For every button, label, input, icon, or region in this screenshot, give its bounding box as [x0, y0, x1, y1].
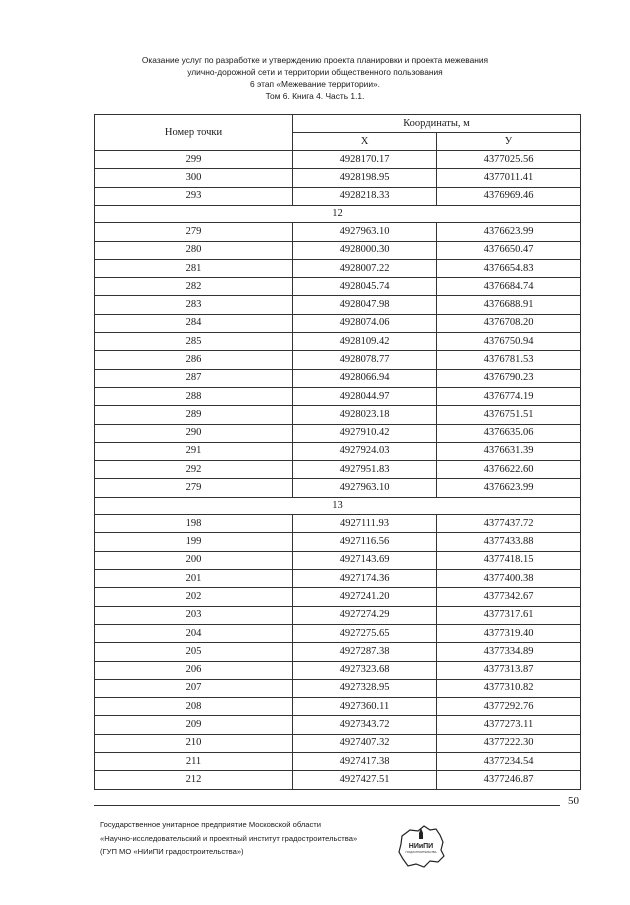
- x-coordinate-cell: 4928045.74: [293, 278, 437, 296]
- y-coordinate-cell: 4377273.11: [437, 716, 581, 734]
- table-row: [95, 515, 581, 533]
- x-coordinate-cell: 4927417.38: [293, 752, 437, 770]
- x-coordinate-cell: 4927174.36: [293, 570, 437, 588]
- y-coordinate-cell: 4377437.72: [437, 515, 581, 533]
- y-coordinate-cell: 4376650.47: [437, 241, 581, 259]
- table-row: [95, 187, 581, 205]
- y-coordinate-cell: 4377400.38: [437, 570, 581, 588]
- point-number-cell: 290: [95, 424, 293, 442]
- table-row: [95, 661, 581, 679]
- table-row: [95, 259, 581, 277]
- table-row: [95, 369, 581, 387]
- point-number-cell: 207: [95, 679, 293, 697]
- x-coordinate-cell: 4927407.32: [293, 734, 437, 752]
- y-coordinate-cell: 4377334.89: [437, 643, 581, 661]
- y-coordinate-cell: 4376781.53: [437, 351, 581, 369]
- y-coordinate-cell: 4377317.61: [437, 606, 581, 624]
- section-row: [95, 205, 581, 222]
- table-row: [95, 734, 581, 752]
- header-line-2: улично-дорожной сети и территории общественного пользования: [187, 67, 443, 77]
- x-coordinate-cell: 4928078.77: [293, 351, 437, 369]
- table-row: [95, 698, 581, 716]
- x-coordinate-cell: 4928000.30: [293, 241, 437, 259]
- point-number-cell: 201: [95, 570, 293, 588]
- footer-line-3: (ГУП МО «НИиПИ градостроительства»): [100, 847, 244, 856]
- x-coordinate-cell: 4927343.72: [293, 716, 437, 734]
- table-row: [95, 387, 581, 405]
- point-number-cell: 279: [95, 223, 293, 241]
- point-number-cell: 291: [95, 442, 293, 460]
- x-coordinate-cell: 4927241.20: [293, 588, 437, 606]
- table-row: [95, 624, 581, 642]
- y-coordinate-cell: 4377418.15: [437, 551, 581, 569]
- point-number-cell: 280: [95, 241, 293, 259]
- table-row: [95, 570, 581, 588]
- header-line-3: 6 этап «Межевание территории».: [250, 79, 380, 89]
- footer-rule: [94, 805, 560, 806]
- x-coordinate-cell: 4928047.98: [293, 296, 437, 314]
- point-number-cell: 287: [95, 369, 293, 387]
- y-coordinate-cell: 4376688.91: [437, 296, 581, 314]
- x-coordinate-cell: 4928074.06: [293, 314, 437, 332]
- x-coordinate-cell: 4927963.10: [293, 223, 437, 241]
- x-coordinate-cell: 4927287.38: [293, 643, 437, 661]
- point-number-cell: 203: [95, 606, 293, 624]
- point-number-cell: 206: [95, 661, 293, 679]
- x-coordinate-cell: 4927427.51: [293, 771, 437, 789]
- point-number-cell: 293: [95, 187, 293, 205]
- table-row: [95, 461, 581, 479]
- point-number-cell: 299: [95, 151, 293, 169]
- y-coordinate-cell: 4377310.82: [437, 679, 581, 697]
- x-coordinate-cell: 4927328.95: [293, 679, 437, 697]
- footer-line-2: «Научно-исследовательский и проектный институт градостроительства»: [100, 833, 358, 843]
- point-number-cell: 211: [95, 752, 293, 770]
- footer-line-1: Государственное унитарное предприятие Московской области: [100, 820, 322, 829]
- x-coordinate-cell: 4928066.94: [293, 369, 437, 387]
- x-header: X: [293, 133, 437, 151]
- y-coordinate-cell: 4377025.56: [437, 151, 581, 169]
- y-coordinate-cell: 4376654.83: [437, 259, 581, 277]
- table-row: [95, 278, 581, 296]
- y-coordinate-cell: 4377222.30: [437, 734, 581, 752]
- x-coordinate-cell: 4928109.42: [293, 333, 437, 351]
- table-row: [95, 771, 581, 789]
- y-coordinate-cell: 4376631.39: [437, 442, 581, 460]
- y-header: У: [437, 133, 581, 151]
- point-number-cell: 198: [95, 515, 293, 533]
- document-header: [0, 54, 630, 102]
- section-row: [95, 497, 581, 514]
- page-number: 50: [568, 795, 579, 807]
- point-number-cell: 281: [95, 259, 293, 277]
- table-row: [95, 333, 581, 351]
- table-row: [95, 424, 581, 442]
- y-coordinate-cell: 4377342.67: [437, 588, 581, 606]
- table-row: [95, 442, 581, 460]
- x-coordinate-cell: 4927111.93: [293, 515, 437, 533]
- table-row: [95, 643, 581, 661]
- point-number-cell: 284: [95, 314, 293, 332]
- point-number-cell: 209: [95, 716, 293, 734]
- point-number-cell: 212: [95, 771, 293, 789]
- point-number-cell: 208: [95, 698, 293, 716]
- point-number-cell: 200: [95, 551, 293, 569]
- section-label: 13: [95, 497, 581, 514]
- table-row: [95, 679, 581, 697]
- y-coordinate-cell: 4376684.74: [437, 278, 581, 296]
- y-coordinate-cell: 4376708.20: [437, 314, 581, 332]
- y-coordinate-cell: 4377246.87: [437, 771, 581, 789]
- table-row: [95, 151, 581, 169]
- table-row: [95, 296, 581, 314]
- point-number-cell: 300: [95, 169, 293, 187]
- table-row: [95, 406, 581, 424]
- table-row: [95, 314, 581, 332]
- header-line-1: Оказание услуг по разработке и утверждению проекта планировки и проекта межевания: [141, 55, 489, 65]
- point-number-cell: 204: [95, 624, 293, 642]
- y-coordinate-cell: 4376790.23: [437, 369, 581, 387]
- y-coordinate-cell: 4376751.51: [437, 406, 581, 424]
- coordinates-table: [94, 114, 581, 790]
- y-coordinate-cell: 4376969.46: [437, 187, 581, 205]
- institute-logo: [396, 822, 446, 870]
- x-coordinate-cell: 4928023.18: [293, 406, 437, 424]
- x-coordinate-cell: 4927116.56: [293, 533, 437, 551]
- point-number-cell: 285: [95, 333, 293, 351]
- y-coordinate-cell: 4377011.41: [437, 169, 581, 187]
- point-number-cell: 289: [95, 406, 293, 424]
- point-number-cell: 283: [95, 296, 293, 314]
- table-row: [95, 223, 581, 241]
- y-coordinate-cell: 4376635.06: [437, 424, 581, 442]
- coordinates-header: Координаты, м: [293, 115, 581, 133]
- x-coordinate-cell: 4928218.33: [293, 187, 437, 205]
- logo-title: НИиПИ: [408, 843, 434, 850]
- x-coordinate-cell: 4928007.22: [293, 259, 437, 277]
- x-coordinate-cell: 4927275.65: [293, 624, 437, 642]
- table-row: [95, 351, 581, 369]
- point-number-cell: 288: [95, 387, 293, 405]
- logo-subtitle: ГРАДОСТРОИТЕЛЬСТВА: [405, 851, 437, 854]
- table-row: [95, 606, 581, 624]
- y-coordinate-cell: 4377292.76: [437, 698, 581, 716]
- x-coordinate-cell: 4928198.95: [293, 169, 437, 187]
- header-line-4: Том 6. Книга 4. Часть 1.1.: [265, 91, 365, 101]
- y-coordinate-cell: 4377313.87: [437, 661, 581, 679]
- point-number-cell: 205: [95, 643, 293, 661]
- y-coordinate-cell: 4377234.54: [437, 752, 581, 770]
- x-coordinate-cell: 4927143.69: [293, 551, 437, 569]
- x-coordinate-cell: 4927323.68: [293, 661, 437, 679]
- point-number-cell: 202: [95, 588, 293, 606]
- y-coordinate-cell: 4376750.94: [437, 333, 581, 351]
- x-coordinate-cell: 4928170.17: [293, 151, 437, 169]
- x-coordinate-cell: 4927963.10: [293, 479, 437, 497]
- table-body: [95, 151, 581, 790]
- table-row: [95, 588, 581, 606]
- table-row: [95, 533, 581, 551]
- x-coordinate-cell: 4928044.97: [293, 387, 437, 405]
- point-number-cell: 286: [95, 351, 293, 369]
- y-coordinate-cell: 4376623.99: [437, 223, 581, 241]
- x-coordinate-cell: 4927360.11: [293, 698, 437, 716]
- y-coordinate-cell: 4376622.60: [437, 461, 581, 479]
- x-coordinate-cell: 4927274.29: [293, 606, 437, 624]
- y-coordinate-cell: 4377433.88: [437, 533, 581, 551]
- table-row: [95, 551, 581, 569]
- section-label: 12: [95, 205, 581, 222]
- y-coordinate-cell: 4376623.99: [437, 479, 581, 497]
- point-number-header: Номер точки: [95, 115, 293, 151]
- table-row: [95, 752, 581, 770]
- table-row: [95, 241, 581, 259]
- table-row: [95, 479, 581, 497]
- table-row: [95, 169, 581, 187]
- x-coordinate-cell: 4927910.42: [293, 424, 437, 442]
- y-coordinate-cell: 4376774.19: [437, 387, 581, 405]
- table-row: [95, 716, 581, 734]
- point-number-cell: 282: [95, 278, 293, 296]
- point-number-cell: 199: [95, 533, 293, 551]
- point-number-cell: 279: [95, 479, 293, 497]
- x-coordinate-cell: 4927924.03: [293, 442, 437, 460]
- x-coordinate-cell: 4927951.83: [293, 461, 437, 479]
- point-number-cell: 292: [95, 461, 293, 479]
- document-footer: [100, 818, 357, 859]
- y-coordinate-cell: 4377319.40: [437, 624, 581, 642]
- point-number-cell: 210: [95, 734, 293, 752]
